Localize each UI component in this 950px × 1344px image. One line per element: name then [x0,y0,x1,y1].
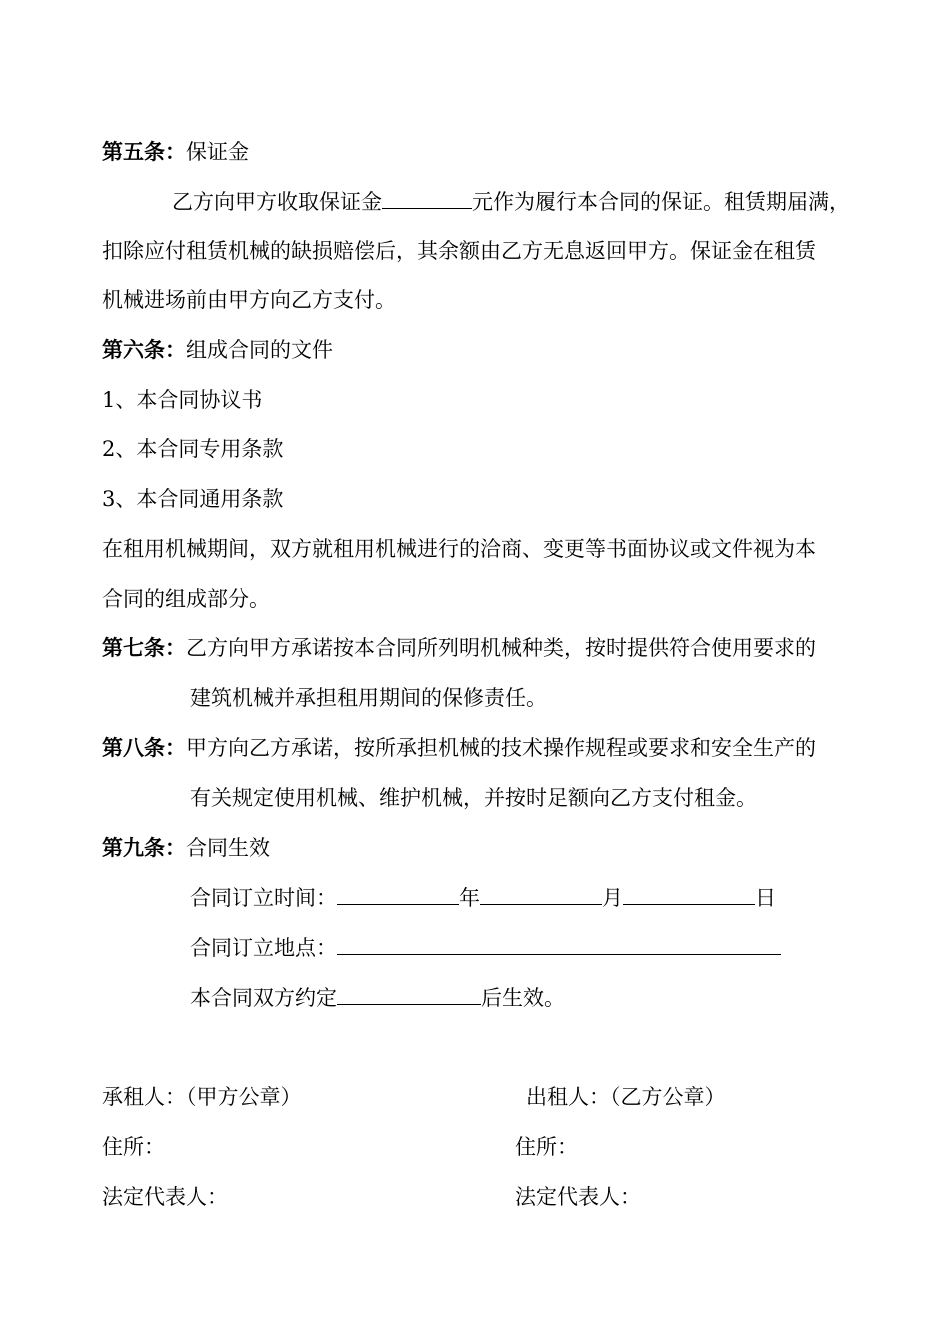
article-6-note-line-2: 合同的组成部分。 [102,587,270,611]
article-5-heading [102,138,249,166]
document-list-item: 1、本合同协议书 [102,388,263,412]
document-list-item: 2、本合同专用条款 [102,437,284,461]
lessor-seal: 出租人：（乙方公章） [526,1085,726,1109]
year-blank[interactable] [337,884,459,905]
article-8-line-2: 有关规定使用机械、维护机械，并按时足额向乙方支付租金。 [190,786,757,810]
article-5-para-line-3: 机械进场前由甲方向乙方支付。 [102,288,396,312]
signing-place-label: 合同订立地点： [190,936,337,960]
day-label: 日 [755,886,776,910]
day-blank[interactable] [623,884,755,905]
article-8-line-1 [102,734,816,762]
deposit-text-a: 乙方向甲方收取保证金 [172,190,382,214]
deposit-amount-blank[interactable] [382,188,472,209]
article-5-title: 保证金 [186,140,249,164]
effective-condition-line [190,984,565,1012]
effective-text-a: 本合同双方约定 [190,986,337,1010]
article-8-text-1: 甲方向乙方承诺，按所承担机械的技术操作规程或要求和安全生产的 [186,736,816,760]
article-6-note-line-1: 在租用机械期间，双方就租用机械进行的洽商、变更等书面协议或文件视为本 [102,537,816,561]
article-5-label: 第五条： [102,139,186,164]
lessee-address: 住所： [102,1135,165,1159]
article-9-title: 合同生效 [186,836,270,860]
article-6-title: 组成合同的文件 [186,338,333,362]
article-8-label: 第八条： [102,735,186,760]
effective-text-b: 后生效。 [481,986,565,1010]
article-7-label: 第七条： [102,635,186,660]
article-5-para-line-2: 扣除应付租赁机械的缺损赔偿后，其余额由乙方无息返回甲方。保证金在租赁 [102,239,816,263]
article-6-heading [102,336,333,364]
article-6-label: 第六条： [102,337,186,362]
document-list-item: 3、本合同通用条款 [102,487,284,511]
article-7-line-2: 建筑机械并承担租用期间的保修责任。 [190,686,547,710]
lessor-address: 住所： [515,1135,578,1159]
lessee-representative: 法定代表人： [102,1185,228,1209]
effective-condition-blank[interactable] [337,984,481,1005]
article-9-heading [102,834,270,862]
article-7-line-1 [102,634,816,662]
article-5-para-line-1 [172,188,850,216]
article-9-label: 第九条： [102,835,186,860]
signing-time-label: 合同订立时间： [190,886,337,910]
lessee-seal: 承租人：（甲方公章） [102,1085,302,1109]
lessor-representative: 法定代表人： [515,1185,641,1209]
signing-place-line [190,934,781,962]
month-blank[interactable] [480,884,602,905]
deposit-text-b: 元作为履行本合同的保证。租赁期届满， [472,190,850,214]
year-label: 年 [459,886,480,910]
signing-place-blank[interactable] [337,934,781,955]
article-7-text-1: 乙方向甲方承诺按本合同所列明机械种类，按时提供符合使用要求的 [186,636,816,660]
month-label: 月 [602,886,623,910]
signing-time-line [190,884,776,912]
